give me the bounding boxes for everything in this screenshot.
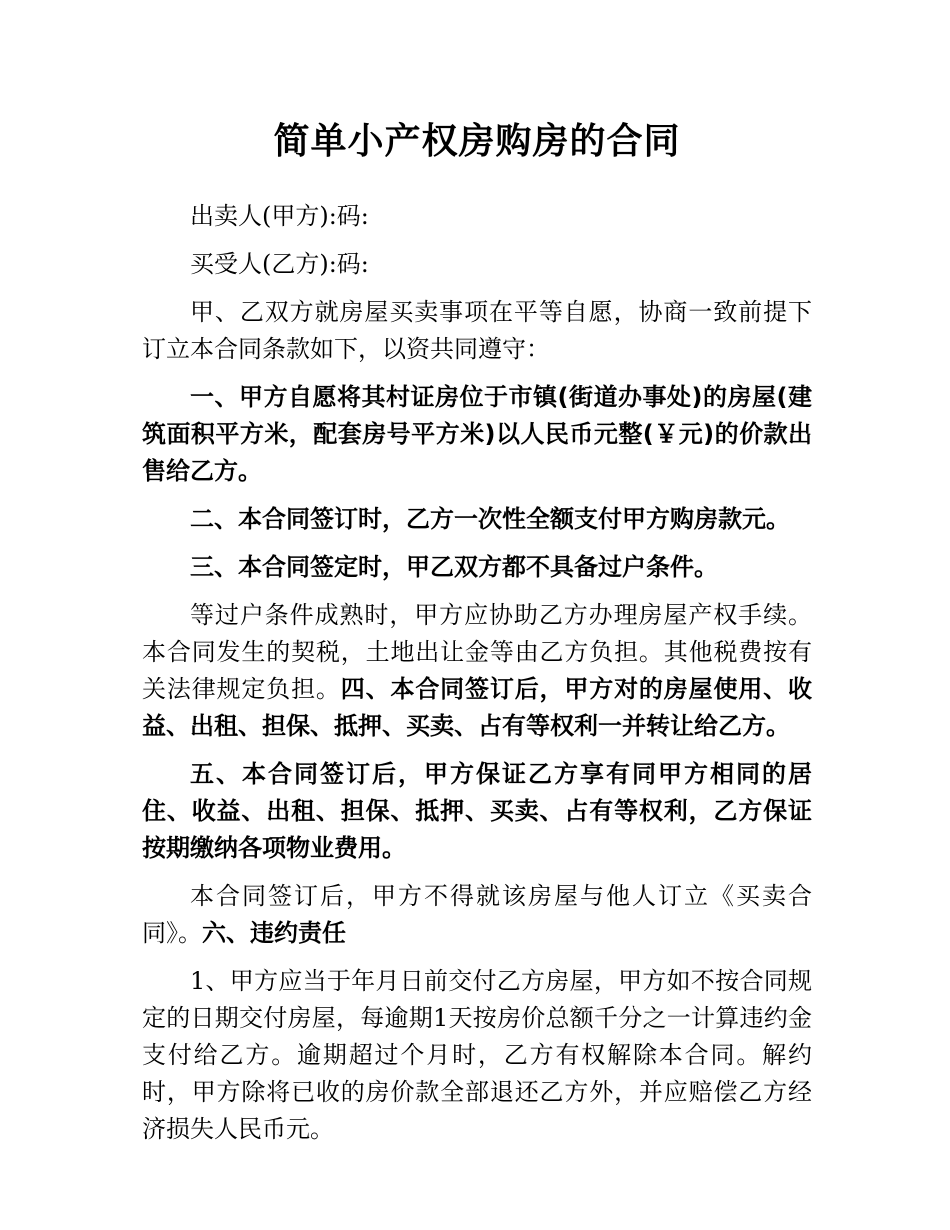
- no-resale-text: 本合同签订后，甲方不得就该房屋与他人订立《买卖合同》。: [142, 882, 812, 947]
- buyer-line: 买受人(乙方):码:: [190, 250, 369, 278]
- no-resale-paragraph: [142, 878, 812, 952]
- clause-1: 一、甲方自愿将其村证房位于市镇(街道办事处)的房屋(建筑面积平方米，配套房号平方米)以人民币元整(￥元)的价款出售给乙方。: [142, 383, 812, 485]
- document-page: [142, 112, 812, 1159]
- clause-2: 二、本合同签订时，乙方一次性全额支付甲方购房款元。: [190, 505, 790, 533]
- clause-5: 五、本合同签订后，甲方保证乙方享有同甲方相同的居住、收益、出租、担保、抵押、买卖、占有等权利，乙方保证按期缴纳各项物业费用。: [142, 760, 812, 862]
- seller-line: 出卖人(甲方):码:: [190, 202, 369, 230]
- clause-3: 三、本合同签定时，甲乙双方都不具备过户条件。: [190, 553, 718, 581]
- transfer-text: 等过户条件成熟时，甲方应协助乙方办理房屋产权手续。本合同发生的契税，土地出让金等由乙方负担。其他税费按有关法律规定负担。: [142, 601, 812, 703]
- breach-clause-1: 1、甲方应当于年月日前交付乙方房屋，甲方如不按合同规定的日期交付房屋，每逾期1天按房价总额千分之一计算违约金支付给乙方。逾期超过个月时，乙方有权解除本合同。解约时，甲方除将已收的房价款全部退还乙方外，并应赔偿乙方经济损失人民币元。: [142, 967, 812, 1143]
- document-title: 简单小产权房购房的合同: [273, 121, 681, 162]
- intro-paragraph: 甲、乙双方就房屋买卖事项在平等自愿，协商一致前提下订立本合同条款如下，以资共同遵守：: [142, 298, 812, 363]
- clause-6-heading: 六、违约责任: [202, 919, 346, 947]
- clause-4: 四、本合同签订后，甲方对的房屋使用、收益、出租、担保、抵押、买卖、占有等权利一并转让给乙方。: [142, 675, 813, 740]
- transfer-paragraph: [142, 597, 812, 745]
